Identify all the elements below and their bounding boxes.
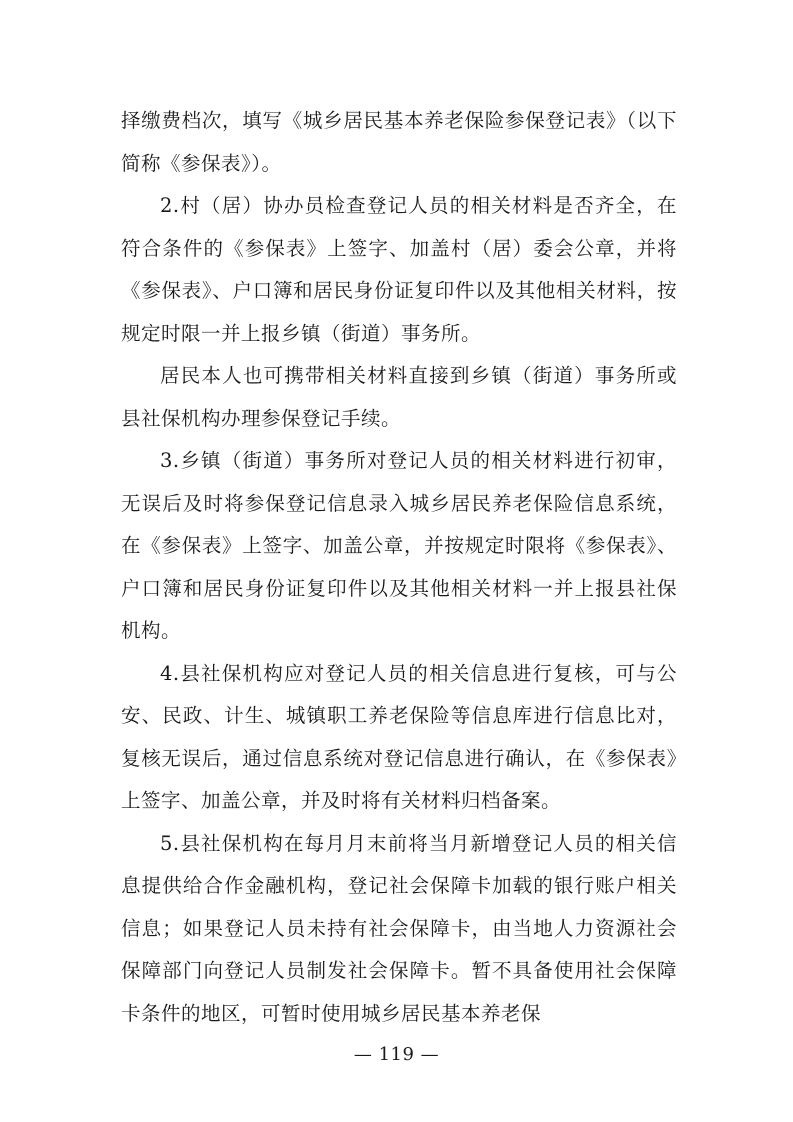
page-number: — 119 — bbox=[353, 1044, 440, 1065]
paragraph-continuation: 择缴费档次，填写《城乡居民基本养老保险参保登记表》（以下简称《参保表》）。 bbox=[121, 109, 677, 175]
paragraph-step-5: 5.县社保机构在每月月末前将当月新增登记人员的相关信息提供给合作金融机构，登记社会保障卡加载的银行账户相关信息；如果登记人员未持有社会保障卡，由当地人力资源社会保障部门向登记人员制发社会保障卡。暂不具备使用社会保障卡条件的地区，可暂时使用城乡居民基本养老保 bbox=[121, 831, 677, 1025]
paragraph-step-4: 4.县社保机构应对登记人员的相关信息进行复核，可与公安、民政、计生、城镇职工养老保险等信息库进行信息比对，复核无误后，通过信息系统对登记信息进行确认，在《参保表》上签字、加盖公章，并及时将有关材料归档备案。 bbox=[121, 661, 677, 812]
paragraph-step-2: 2.村（居）协办员检查登记人员的相关材料是否齐全，在符合条件的《参保表》上签字、加盖村（居）委会公章，并将《参保表》、户口簿和居民身份证复印件以及其他相关材料，按规定时限一并上报乡镇（街道）事务所。 bbox=[121, 194, 677, 345]
paragraph-self-registration: 居民本人也可携带相关材料直接到乡镇（街道）事务所或县社保机构办理参保登记手续。 bbox=[121, 364, 677, 430]
document-body bbox=[121, 100, 677, 1035]
paragraph-step-3: 3.乡镇（街道）事务所对登记人员的相关材料进行初审，无误后及时将参保登记信息录入城乡居民养老保险信息系统，在《参保表》上签字、加盖公章，并按规定时限将《参保表》、户口簿和居民身份证复印件以及其他相关材料一并上报县社保机构。 bbox=[121, 449, 677, 642]
